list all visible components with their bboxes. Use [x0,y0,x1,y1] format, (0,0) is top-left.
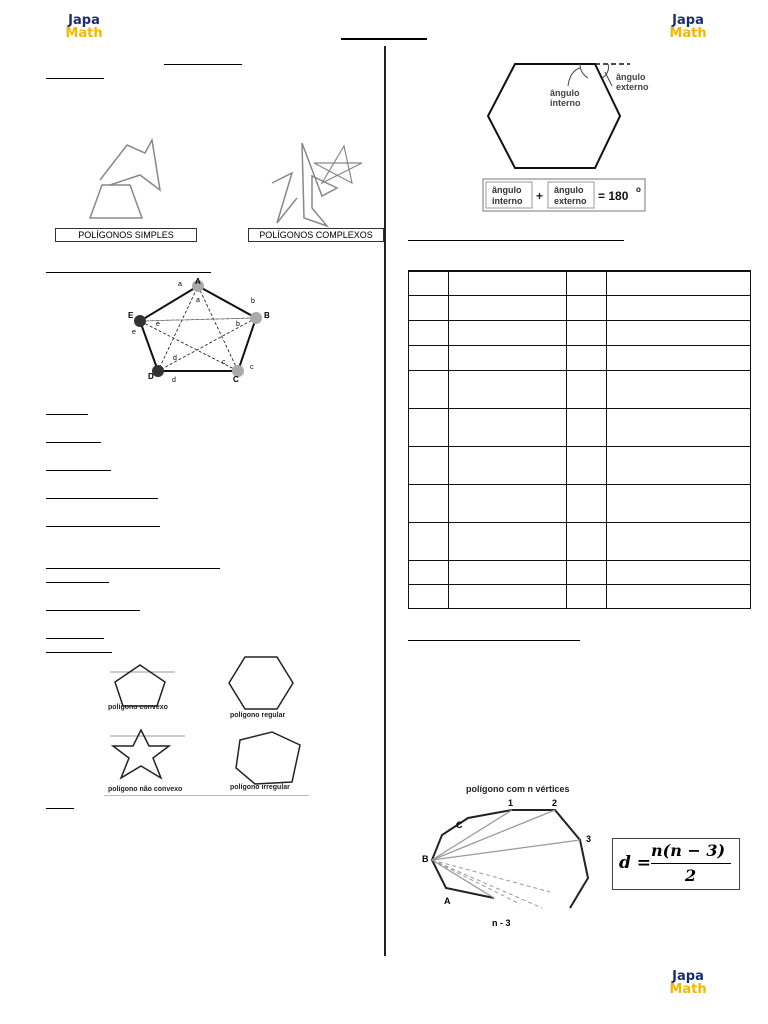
table-cell[interactable] [607,295,751,320]
table-cell[interactable] [409,370,449,408]
japamath-logo-left: Japa Math [65,13,103,41]
nonconvex-polygon-figure [105,728,205,784]
table-cell[interactable] [409,484,449,522]
irregular-polygon-figure [230,730,310,786]
table-cell[interactable] [567,370,607,408]
angle-b1-label: b [251,298,255,305]
table-cell[interactable] [409,271,449,295]
table-cell[interactable] [449,271,567,295]
exterior-angle-label-2: externo [616,82,649,92]
table-cell[interactable] [409,295,449,320]
table-cell[interactable] [449,560,567,584]
table-cell[interactable] [409,584,449,608]
table-cell[interactable] [449,295,567,320]
table-cell[interactable] [607,408,751,446]
exterior-angle-label: ângulo [616,72,646,82]
heading-underline [46,442,101,443]
heading-underline [46,78,104,79]
heading-underline [46,652,112,653]
table-cell[interactable] [607,345,751,370]
table-cell[interactable] [567,345,607,370]
svg-text:B: B [422,854,429,864]
vertex-a-label: A [195,277,201,286]
heading-underline [46,638,104,639]
table-cell[interactable] [449,484,567,522]
formula-fraction-bar [651,863,731,864]
table-cell[interactable] [567,271,607,295]
interior-angle-label-2: interno [550,98,581,108]
heading-underline [46,414,88,415]
vertex-b-label: B [264,311,270,320]
table-cell[interactable] [567,522,607,560]
table-cell[interactable] [409,522,449,560]
pentagon-angles-figure [118,276,278,388]
heading-underline [408,640,580,641]
table-cell[interactable] [607,271,751,295]
heading-underline [46,526,160,527]
table-cell[interactable] [449,522,567,560]
table-cell[interactable] [567,584,607,608]
table-cell[interactable] [567,320,607,345]
heading-underline [164,64,242,65]
page-title-underline [341,38,427,40]
heading-underline [46,272,211,273]
angle-e1-label: e [132,329,136,336]
heading-underline [46,610,140,611]
complex-polygons-caption: POLÍGONOS COMPLEXOS [248,228,384,242]
table-cell[interactable] [449,320,567,345]
svg-text:n - 3: n - 3 [492,918,511,928]
heading-underline [408,240,624,241]
diagonal-formula-box [612,838,740,890]
japamath-logo-bottom: Japa Math [669,969,707,997]
svg-text:interno: interno [492,196,523,206]
complex-polygons-figure [262,138,372,230]
table-cell[interactable] [409,345,449,370]
angle-d-label: d [173,355,177,362]
svg-text:ângulo: ângulo [492,185,522,195]
table-cell[interactable] [449,584,567,608]
heading-underline [46,582,109,583]
table-cell[interactable] [607,446,751,484]
table-cell[interactable] [607,560,751,584]
angle-a-label: a [196,297,200,304]
japamath-logo-right: Japa Math [669,13,707,41]
simple-polygons-caption: POLÍGONOS SIMPLES [55,228,197,242]
nonconvex-polygon-caption: polígono não convexo [108,786,183,793]
table-cell[interactable] [449,408,567,446]
svg-text:1: 1 [508,798,514,808]
vertex-c-label: C [233,375,239,384]
svg-text:o: o [636,185,641,194]
svg-text:externo: externo [554,196,587,206]
interior-angle-label: ângulo [550,88,580,98]
irregular-polygon-caption: polígono irregular [230,784,290,791]
regular-polygon-caption: polígono regular [230,712,286,719]
table-cell[interactable] [449,370,567,408]
heading-underline [46,498,158,499]
table-cell[interactable] [607,370,751,408]
regular-polygon-figure [225,655,297,713]
formula-lhs: d = [619,853,652,873]
angle-b-label: b [236,321,240,328]
table-cell[interactable] [567,408,607,446]
svg-text:2: 2 [552,798,558,808]
vertex-d-label: D [148,372,154,381]
table-cell[interactable] [449,345,567,370]
heading-underline [46,808,74,809]
table-cell[interactable] [409,408,449,446]
table-cell[interactable] [567,560,607,584]
table-cell[interactable] [449,446,567,484]
formula-denominator: 2 [685,866,697,885]
table-cell[interactable] [607,522,751,560]
svg-text:= 180: = 180 [598,189,629,203]
angle-sum-formula-box [482,178,646,212]
convex-polygon-caption: polígono convexo [108,704,168,711]
angle-c-label: c [222,359,226,366]
table-cell[interactable] [607,584,751,608]
svg-text:A: A [444,896,451,906]
figure-baseline [104,795,309,796]
table-cell[interactable] [607,484,751,522]
table-cell[interactable] [567,484,607,522]
diagonals-figure-title: polígono com n vértices [466,784,570,794]
heading-underline [46,568,220,569]
heading-underline [46,470,111,471]
svg-text:ângulo: ângulo [554,185,584,195]
table-cell[interactable] [409,446,449,484]
table-cell[interactable] [409,560,449,584]
column-divider [384,46,386,956]
angle-a1-label: a [178,281,182,288]
angle-c1-label: c [250,364,254,371]
table-cell[interactable] [607,320,751,345]
polygon-names-table [408,270,751,609]
formula-numerator: n(n − 3) [651,841,726,860]
vertex-e-label: E [128,311,134,320]
table-cell[interactable] [409,320,449,345]
diagonals-figure [410,780,610,930]
svg-text:+: + [536,189,544,203]
table-cell[interactable] [567,446,607,484]
svg-text:C: C [456,820,463,830]
angle-d1-label: d [172,377,176,384]
svg-text:3: 3 [586,834,592,844]
hexagon-angles-figure [480,56,680,176]
table-cell[interactable] [567,295,607,320]
angle-e-label: e [156,321,160,328]
simple-polygons-figure [80,135,190,225]
